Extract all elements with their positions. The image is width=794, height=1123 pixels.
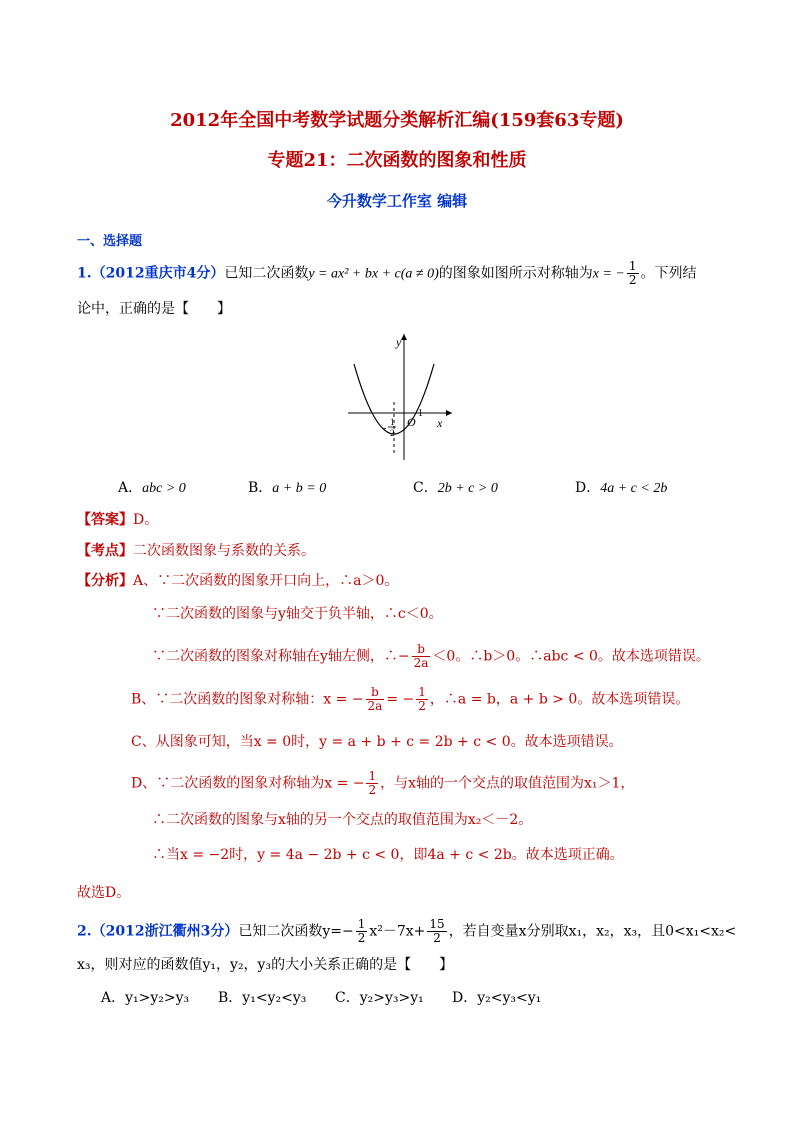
q1-stem-line1	[77, 260, 697, 287]
q1-stem-pre: 已知二次函数	[224, 265, 309, 282]
q2-option-d: D．y₂<y₃<y₁	[452, 990, 542, 1006]
q2-stem-line2: x₃，则对应的函数值y₁，y₂，y₃的大小关系正确的是【 】	[77, 957, 454, 973]
one-label: 1	[418, 408, 423, 419]
neg-half-num: 1	[390, 417, 395, 427]
q1-number: 1.	[77, 265, 92, 282]
q1-analysis-a2: ∵二次函数的图象与y轴交于负半轴，∴c＜0。	[152, 606, 443, 622]
q2-stem-line1: 2.（2012浙江衢州3分）已知二次函数y=− $\frac{1}{2}$ x²－7x+ $\frac{15}{2}$ ，若自变量x分别取x₁，x₂，x₃，且0<x₁<x₂<	[77, 917, 737, 945]
parabola-graph	[340, 328, 460, 463]
neg-sign: -	[383, 423, 387, 434]
section-title: 一、选择题	[77, 234, 143, 249]
q1-analysis-a1: 【分析】A、∵二次函数的图象开口向上，∴a＞0。	[77, 573, 399, 589]
q1-option-a: A．abc > 0	[118, 480, 186, 496]
q1-source: （2012重庆市4分）	[91, 265, 225, 282]
q1-analysis-d2: ∴二次函数的图象与x轴的另一个交点的取值范围为x₂＜－2。	[152, 812, 533, 828]
q1-analysis-b1: B、∵二次函数的图象对称轴：x = − $\frac{b}{2a}$ = − $\frac{1}{2}$ ，∴a = b，a + b > 0。故本选项错误。	[131, 685, 690, 713]
document-subtitle: 专题21：二次函数的图象和性质	[267, 150, 527, 171]
neg-half-den: 2	[390, 428, 395, 438]
q1-analysis-d3: ∴当x = −2时，y = 4a − 2b + c < 0，即4a + c < 2b。故本选项正确。	[152, 847, 624, 863]
q1-kaodian: 【考点】二次函数图象与系数的关系。	[77, 543, 315, 559]
q1-axis-fraction: $\frac{1}{2}$	[628, 259, 637, 287]
q2-option-c: C．y₂>y₃>y₁	[335, 990, 424, 1006]
q1-equation: y = ax² + bx + c(a ≠ 0)	[308, 266, 439, 282]
document-title: 2012年全国中考数学试题分类解析汇编(159套63专题)	[170, 110, 624, 131]
q2-option-b: B．y₁<y₂<y₃	[218, 990, 307, 1006]
y-axis-label: y	[396, 335, 402, 349]
q1-analysis-d1: D、∵二次函数的图象对称轴为x = − $\frac{1}{2}$ ，与x轴的一个交点的取值范围为x₁＞1，	[131, 769, 635, 797]
q1-stem-post: 。下列结	[640, 265, 697, 282]
q1-axis-expr: x = −	[592, 266, 625, 282]
q1-stem-mid: 的图象如图所示对称轴为	[438, 265, 593, 282]
q1-stem-line2: 论中，正确的是【 】	[77, 301, 231, 317]
q1-option-c: C．2b + c > 0	[413, 480, 498, 496]
q1-answer: 【答案】D。	[77, 512, 159, 528]
q1-option-d: D．4a + c < 2b	[575, 480, 668, 496]
q1-analysis-c1: C、从图象可知，当x = 0时，y = a + b + c = 2b + c < 0。故本选项错误。	[131, 734, 623, 750]
origin-label: O	[407, 415, 416, 429]
y-axis-arrow	[401, 334, 407, 340]
q1-analysis-a3: ∵二次函数的图象对称轴在y轴左侧，∴− $\frac{b}{2a}$ ＜0。∴b＞0。∴abc < 0。故本选项错误。	[152, 642, 710, 670]
q1-option-b: B．a + b = 0	[248, 480, 327, 496]
q1-conclusion: 故选D。	[77, 885, 131, 901]
x-axis-arrow	[446, 410, 452, 416]
editor-line: 今升数学工作室 编辑	[326, 192, 468, 210]
q2-option-a: A．y₁>y₂>y₃	[101, 990, 190, 1006]
x-axis-label: x	[437, 416, 443, 430]
